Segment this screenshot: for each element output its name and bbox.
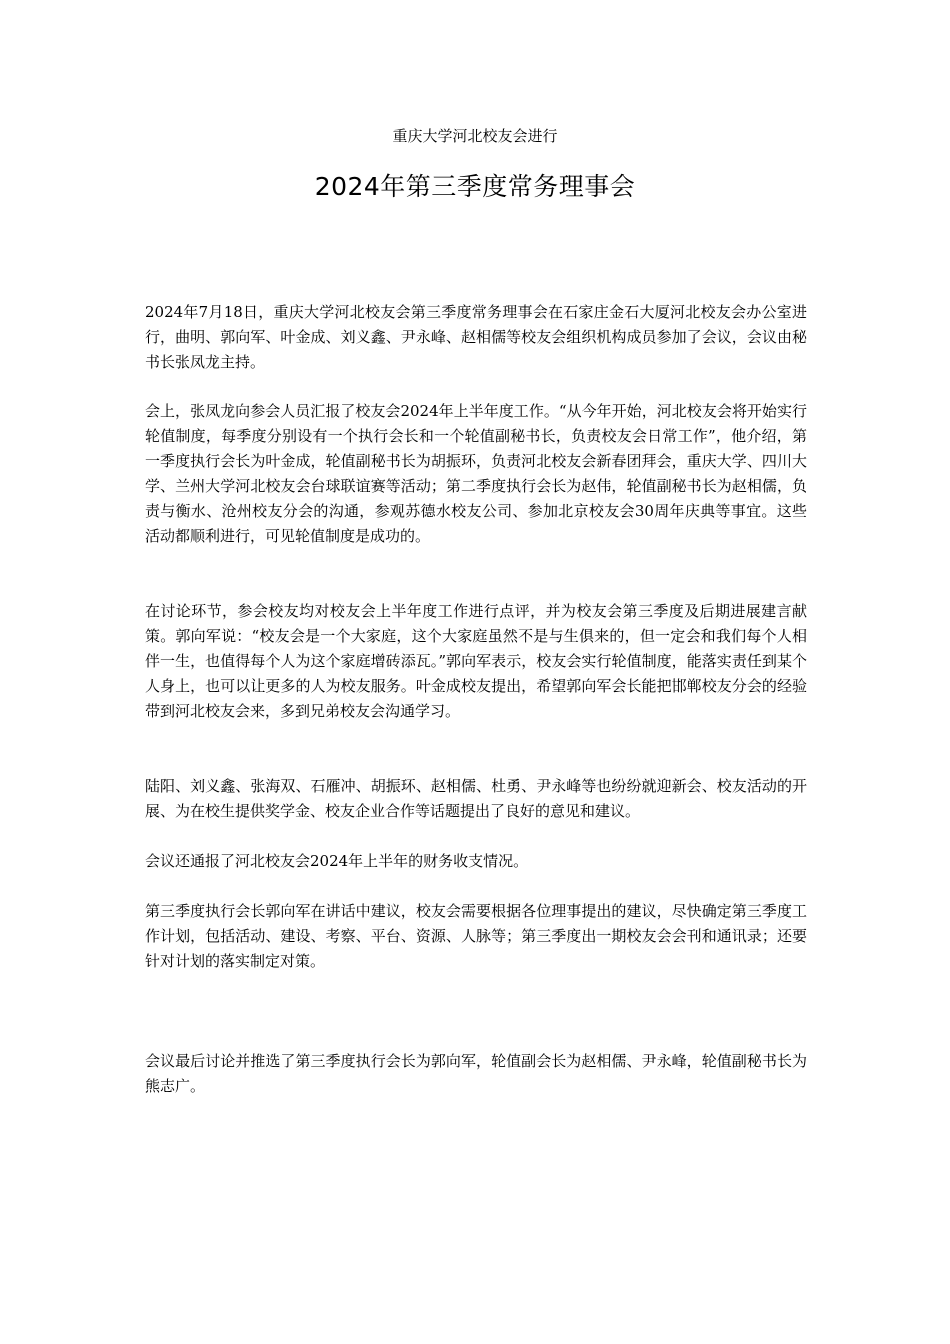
paragraph-discussion: 在讨论环节，参会校友均对校友会上半年度工作进行点评，并为校友会第三季度及后期进展建言献策。郭向军说：“校友会是一个大家庭，这个大家庭虽然不是与生俱来的，但一定会和我们每个人相伴一生，也值得每个人为这个家庭增砖添瓦。”郭向军表示，校友会实行轮值制度，能落实责任到某个人身上，也可以让更多的人为校友服务。叶金成校友提出，希望郭向军会长能把邯郸校友分会的经验带到河北校友会来，多到兄弟校友会沟通学习。 (145, 602, 807, 720)
paragraph-election: 会议最后讨论并推选了第三季度执行会长为郭向军，轮值副会长为赵相儒、尹永峰，轮值副秘书长为熊志广。 (145, 1052, 807, 1095)
document-title: 2024年第三季度常务理事会 (314, 172, 636, 201)
paragraph-meeting-intro: 2024年7月18日，重庆大学河北校友会第三季度常务理事会在石家庄金石大厦河北校友会办公室进行，曲明、郭向军、叶金成、刘义鑫、尹永峰、赵相儒等校友会组织机构成员参加了会议，会议由秘书长张凤龙主持。 (145, 303, 807, 371)
paragraph-work-report: 会上，张凤龙向参会人员汇报了校友会2024年上半年度工作。“从今年开始，河北校友会将开始实行轮值制度，每季度分别设有一个执行会长和一个轮值副秘书长，负责校友会日常工作”，他介绍，第一季度执行会长为叶金成，轮值副秘书长为胡振环，负责河北校友会新春团拜会，重庆大学、四川大学、兰州大学河北校友会台球联谊赛等活动；第二季度执行会长为赵伟，轮值副秘书长为赵相儒，负责与衡水、沧州校友分会的沟通，参观苏德水校友公司、参加北京校友会30周年庆典等事宜。这些活动都顺利进行，可见轮值制度是成功的。 (145, 402, 807, 545)
document-subtitle: 重庆大学河北校友会进行 (392, 127, 558, 145)
paragraph-q3-plan: 第三季度执行会长郭向军在讲话中建议，校友会需要根据各位理事提出的建议，尽快确定第三季度工作计划，包括活动、建设、考察、平台、资源、人脉等；第三季度出一期校友会会刊和通讯录；还要针对计划的落实制定对策。 (145, 902, 807, 970)
paragraph-finance: 会议还通报了河北校友会2024年上半年的财务收支情况。 (145, 852, 529, 870)
paragraph-suggestions: 陆阳、刘义鑫、张海双、石雁冲、胡振环、赵相儒、杜勇、尹永峰等也纷纷就迎新会、校友活动的开展、为在校生提供奖学金、校友企业合作等话题提出了良好的意见和建议。 (145, 777, 807, 820)
